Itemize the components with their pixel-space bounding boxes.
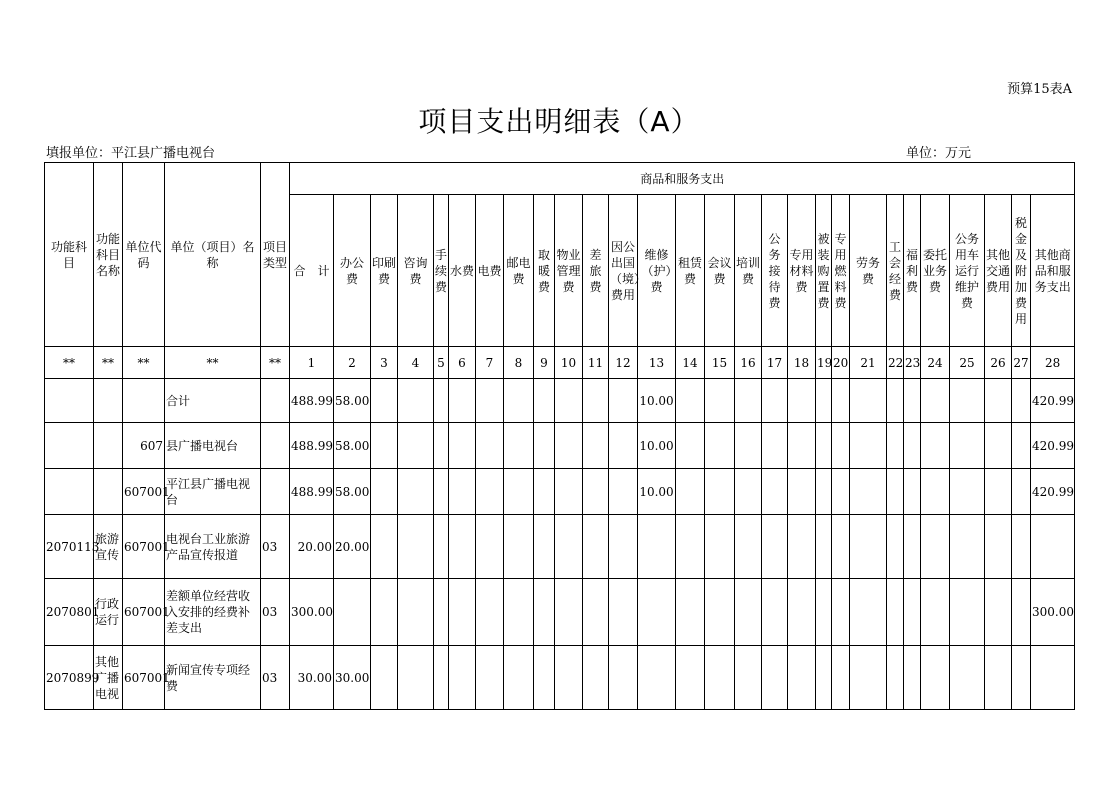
amount-cell <box>904 469 921 515</box>
amount-cell <box>816 646 832 710</box>
amount-cell <box>816 515 832 579</box>
col-header-11: 差旅费 <box>583 195 609 347</box>
amount-cell <box>921 379 950 423</box>
col-number: 21 <box>850 347 887 379</box>
amount-cell <box>609 646 638 710</box>
amount-cell <box>504 579 534 646</box>
other-expense-cell: 300.00 <box>1031 579 1075 646</box>
repair-fee-cell <box>638 646 676 710</box>
amount-cell <box>398 379 434 423</box>
col-number: 24 <box>921 347 950 379</box>
amount-cell <box>449 646 476 710</box>
amount-cell <box>676 423 705 469</box>
func-subject-cell: 2070899 <box>45 646 94 710</box>
amount-cell <box>705 515 735 579</box>
amount-cell <box>371 579 398 646</box>
amount-cell <box>762 646 788 710</box>
amount-cell <box>371 423 398 469</box>
col-project-type: 项目类型 <box>261 163 290 347</box>
amount-cell <box>985 469 1012 515</box>
amount-cell <box>609 579 638 646</box>
project-type-cell: 03 <box>261 515 290 579</box>
unit-code-cell: 607 <box>123 423 165 469</box>
amount-cell <box>504 469 534 515</box>
amount-cell <box>887 423 904 469</box>
func-subject-cell: 2070801 <box>45 579 94 646</box>
amount-cell <box>676 579 705 646</box>
col-header-12: 因公出国（境）费用 <box>609 195 638 347</box>
col-header-2: 办公费 <box>334 195 371 347</box>
amount-cell <box>921 646 950 710</box>
amount-cell <box>762 379 788 423</box>
amount-cell <box>476 423 504 469</box>
total-cell: 488.99 <box>290 469 334 515</box>
amount-cell <box>609 379 638 423</box>
amount-cell <box>555 579 583 646</box>
amount-cell <box>985 579 1012 646</box>
header-row-1 <box>45 163 1075 195</box>
amount-cell <box>449 469 476 515</box>
amount-cell <box>1012 515 1031 579</box>
amount-cell <box>832 469 850 515</box>
table-row <box>45 515 1075 579</box>
col-header-18: 专用材料费 <box>788 195 816 347</box>
amount-cell <box>676 379 705 423</box>
amount-cell <box>850 469 887 515</box>
header-row-numbers <box>45 347 1075 379</box>
star-cell: ** <box>123 347 165 379</box>
amount-cell <box>449 579 476 646</box>
amount-cell <box>788 646 816 710</box>
col-header-14: 租赁费 <box>676 195 705 347</box>
amount-cell <box>921 515 950 579</box>
amount-cell <box>816 579 832 646</box>
amount-cell <box>1012 423 1031 469</box>
amount-cell <box>609 469 638 515</box>
table-row <box>45 469 1075 515</box>
func-name-cell: 旅游宣传 <box>94 515 123 579</box>
func-subject-cell <box>45 379 94 423</box>
col-number: 2 <box>334 347 371 379</box>
amount-cell <box>434 646 449 710</box>
currency-unit: 单位：万元 <box>906 146 972 161</box>
total-cell: 300.00 <box>290 579 334 646</box>
star-cell: ** <box>94 347 123 379</box>
repair-fee-cell <box>638 579 676 646</box>
col-header-20: 专用燃料费 <box>832 195 850 347</box>
office-fee-cell: 58.00 <box>334 379 371 423</box>
amount-cell <box>555 379 583 423</box>
amount-cell <box>534 379 555 423</box>
col-unit-code: 单位代码 <box>123 163 165 347</box>
col-number: 15 <box>705 347 735 379</box>
project-type-cell <box>261 379 290 423</box>
col-header-17: 公务接待费 <box>762 195 788 347</box>
col-number: 13 <box>638 347 676 379</box>
amount-cell <box>921 579 950 646</box>
other-expense-cell: 420.99 <box>1031 423 1075 469</box>
amount-cell <box>816 469 832 515</box>
amount-cell <box>1012 379 1031 423</box>
total-cell: 488.99 <box>290 423 334 469</box>
amount-cell <box>434 579 449 646</box>
col-header-21: 劳务费 <box>850 195 887 347</box>
amount-cell <box>788 469 816 515</box>
amount-cell <box>950 379 985 423</box>
amount-cell <box>449 423 476 469</box>
amount-cell <box>788 579 816 646</box>
amount-cell <box>832 579 850 646</box>
total-cell: 20.00 <box>290 515 334 579</box>
col-header-13: 维修（护）费 <box>638 195 676 347</box>
col-number: 20 <box>832 347 850 379</box>
amount-cell <box>904 515 921 579</box>
project-type-cell: 03 <box>261 579 290 646</box>
amount-cell <box>921 423 950 469</box>
table-row <box>45 579 1075 646</box>
expenditure-table <box>44 162 1075 710</box>
amount-cell <box>788 423 816 469</box>
col-header-15: 会议费 <box>705 195 735 347</box>
amount-cell <box>788 379 816 423</box>
amount-cell <box>832 423 850 469</box>
amount-cell <box>534 579 555 646</box>
amount-cell <box>832 379 850 423</box>
func-name-cell <box>94 469 123 515</box>
project-name-cell: 平江县广播电视台 <box>165 469 261 515</box>
amount-cell <box>705 423 735 469</box>
amount-cell <box>504 646 534 710</box>
amount-cell <box>534 469 555 515</box>
star-cell: ** <box>261 347 290 379</box>
col-number: 8 <box>504 347 534 379</box>
project-name-cell: 县广播电视台 <box>165 423 261 469</box>
unit-code-cell: 607001 <box>123 579 165 646</box>
amount-cell <box>904 646 921 710</box>
unit-code-cell: 607001 <box>123 469 165 515</box>
office-fee-cell: 20.00 <box>334 515 371 579</box>
func-name-cell: 其他广播电视 <box>94 646 123 710</box>
amount-cell <box>449 379 476 423</box>
col-number: 10 <box>555 347 583 379</box>
col-number: 7 <box>476 347 504 379</box>
form-number: 预算15表A <box>1007 82 1072 97</box>
amount-cell <box>476 646 504 710</box>
amount-cell <box>762 469 788 515</box>
amount-cell <box>832 515 850 579</box>
amount-cell <box>850 423 887 469</box>
col-header-1: 合 计 <box>290 195 334 347</box>
amount-cell <box>705 379 735 423</box>
amount-cell <box>950 469 985 515</box>
amount-cell <box>434 515 449 579</box>
col-header-9: 取暖费 <box>534 195 555 347</box>
amount-cell <box>985 379 1012 423</box>
amount-cell <box>850 379 887 423</box>
col-number: 3 <box>371 347 398 379</box>
amount-cell <box>762 423 788 469</box>
col-header-27: 税金及附加费用 <box>1012 195 1031 347</box>
table-row <box>45 379 1075 423</box>
col-header-3: 印刷费 <box>371 195 398 347</box>
amount-cell <box>555 515 583 579</box>
table-row <box>45 423 1075 469</box>
amount-cell <box>887 579 904 646</box>
func-subject-cell: 2070113 <box>45 515 94 579</box>
project-type-cell <box>261 423 290 469</box>
col-number: 28 <box>1031 347 1075 379</box>
col-number: 6 <box>449 347 476 379</box>
amount-cell <box>735 423 762 469</box>
amount-cell <box>735 469 762 515</box>
amount-cell <box>950 646 985 710</box>
amount-cell <box>676 469 705 515</box>
col-number: 26 <box>985 347 1012 379</box>
amount-cell <box>705 579 735 646</box>
amount-cell <box>398 423 434 469</box>
amount-cell <box>850 515 887 579</box>
col-number: 12 <box>609 347 638 379</box>
col-header-25: 公务用车运行维护费 <box>950 195 985 347</box>
col-header-4: 咨询费 <box>398 195 434 347</box>
other-expense-cell <box>1031 515 1075 579</box>
col-number: 25 <box>950 347 985 379</box>
col-header-28: 其他商品和服务支出 <box>1031 195 1075 347</box>
amount-cell <box>583 423 609 469</box>
amount-cell <box>887 646 904 710</box>
amount-cell <box>583 646 609 710</box>
amount-cell <box>609 515 638 579</box>
amount-cell <box>434 423 449 469</box>
amount-cell <box>555 646 583 710</box>
project-type-cell <box>261 469 290 515</box>
project-name-cell: 新闻宣传专项经费 <box>165 646 261 710</box>
amount-cell <box>398 515 434 579</box>
amount-cell <box>398 579 434 646</box>
col-header-22: 工会经费 <box>887 195 904 347</box>
amount-cell <box>555 469 583 515</box>
amount-cell <box>1012 469 1031 515</box>
amount-cell <box>476 469 504 515</box>
amount-cell <box>371 515 398 579</box>
amount-cell <box>850 579 887 646</box>
col-number: 27 <box>1012 347 1031 379</box>
amount-cell <box>735 379 762 423</box>
amount-cell <box>705 646 735 710</box>
amount-cell <box>950 515 985 579</box>
col-unit-project-name: 单位（项目）名称 <box>165 163 261 347</box>
amount-cell <box>555 423 583 469</box>
col-header-26: 其他交通费用 <box>985 195 1012 347</box>
project-name-cell: 差额单位经营收入安排的经费补差支出 <box>165 579 261 646</box>
amount-cell <box>1012 579 1031 646</box>
project-name-cell: 电视台工业旅游产品宣传报道 <box>165 515 261 579</box>
amount-cell <box>676 646 705 710</box>
amount-cell <box>950 579 985 646</box>
col-number: 16 <box>735 347 762 379</box>
amount-cell <box>887 379 904 423</box>
repair-fee-cell: 10.00 <box>638 379 676 423</box>
col-number: 11 <box>583 347 609 379</box>
func-subject-cell <box>45 423 94 469</box>
col-number: 23 <box>904 347 921 379</box>
star-cell: ** <box>165 347 261 379</box>
office-fee-cell: 58.00 <box>334 469 371 515</box>
func-subject-cell <box>45 469 94 515</box>
amount-cell <box>921 469 950 515</box>
amount-cell <box>850 646 887 710</box>
func-name-cell <box>94 423 123 469</box>
col-header-16: 培训费 <box>735 195 762 347</box>
group-goods-services: 商品和服务支出 <box>290 163 1075 195</box>
func-name-cell <box>94 379 123 423</box>
amount-cell <box>583 469 609 515</box>
amount-cell <box>735 646 762 710</box>
amount-cell <box>735 579 762 646</box>
repair-fee-cell: 10.00 <box>638 469 676 515</box>
amount-cell <box>887 515 904 579</box>
amount-cell <box>816 379 832 423</box>
amount-cell <box>504 515 534 579</box>
repair-fee-cell <box>638 515 676 579</box>
col-header-10: 物业管理费 <box>555 195 583 347</box>
amount-cell <box>705 469 735 515</box>
col-number: 4 <box>398 347 434 379</box>
col-number: 18 <box>788 347 816 379</box>
col-number: 22 <box>887 347 904 379</box>
amount-cell <box>904 579 921 646</box>
reporting-unit: 填报单位：平江县广播电视台 <box>46 146 216 161</box>
col-header-8: 邮电费 <box>504 195 534 347</box>
office-fee-cell: 30.00 <box>334 646 371 710</box>
amount-cell <box>476 515 504 579</box>
func-name-cell: 行政运行 <box>94 579 123 646</box>
amount-cell <box>504 423 534 469</box>
total-cell: 30.00 <box>290 646 334 710</box>
col-number: 14 <box>676 347 705 379</box>
col-number: 17 <box>762 347 788 379</box>
amount-cell <box>735 515 762 579</box>
amount-cell <box>434 469 449 515</box>
other-expense-cell <box>1031 646 1075 710</box>
table-row <box>45 646 1075 710</box>
amount-cell <box>534 423 555 469</box>
amount-cell <box>449 515 476 579</box>
total-cell: 488.99 <box>290 379 334 423</box>
col-number: 19 <box>816 347 832 379</box>
amount-cell <box>985 423 1012 469</box>
unit-code-cell: 607001 <box>123 646 165 710</box>
other-expense-cell: 420.99 <box>1031 469 1075 515</box>
amount-cell <box>762 579 788 646</box>
amount-cell <box>583 579 609 646</box>
amount-cell <box>985 646 1012 710</box>
amount-cell <box>398 646 434 710</box>
amount-cell <box>816 423 832 469</box>
col-header-7: 电费 <box>476 195 504 347</box>
unit-code-cell <box>123 379 165 423</box>
col-header-23: 福利费 <box>904 195 921 347</box>
amount-cell <box>504 379 534 423</box>
project-name-cell: 合计 <box>165 379 261 423</box>
amount-cell <box>904 379 921 423</box>
amount-cell <box>434 379 449 423</box>
col-header-6: 水费 <box>449 195 476 347</box>
project-type-cell: 03 <box>261 646 290 710</box>
amount-cell <box>534 515 555 579</box>
amount-cell <box>676 515 705 579</box>
star-cell: ** <box>45 347 94 379</box>
page-title: 项目支出明细表（A） <box>418 105 700 138</box>
amount-cell <box>950 423 985 469</box>
amount-cell <box>832 646 850 710</box>
col-func-subject: 功能科目 <box>45 163 94 347</box>
amount-cell <box>583 515 609 579</box>
amount-cell <box>476 579 504 646</box>
amount-cell <box>887 469 904 515</box>
amount-cell <box>985 515 1012 579</box>
col-number: 1 <box>290 347 334 379</box>
amount-cell <box>609 423 638 469</box>
amount-cell <box>398 469 434 515</box>
amount-cell <box>762 515 788 579</box>
amount-cell <box>788 515 816 579</box>
amount-cell <box>371 646 398 710</box>
col-header-24: 委托业务费 <box>921 195 950 347</box>
col-func-subject-name: 功能科目名称 <box>94 163 123 347</box>
col-header-19: 被装购置费 <box>816 195 832 347</box>
col-number: 9 <box>534 347 555 379</box>
amount-cell <box>534 646 555 710</box>
amount-cell <box>476 379 504 423</box>
col-number: 5 <box>434 347 449 379</box>
other-expense-cell: 420.99 <box>1031 379 1075 423</box>
col-header-5: 手续费 <box>434 195 449 347</box>
amount-cell <box>371 469 398 515</box>
amount-cell <box>1012 646 1031 710</box>
office-fee-cell <box>334 579 371 646</box>
amount-cell <box>583 379 609 423</box>
amount-cell <box>904 423 921 469</box>
unit-code-cell: 607001 <box>123 515 165 579</box>
amount-cell <box>371 379 398 423</box>
office-fee-cell: 58.00 <box>334 423 371 469</box>
repair-fee-cell: 10.00 <box>638 423 676 469</box>
